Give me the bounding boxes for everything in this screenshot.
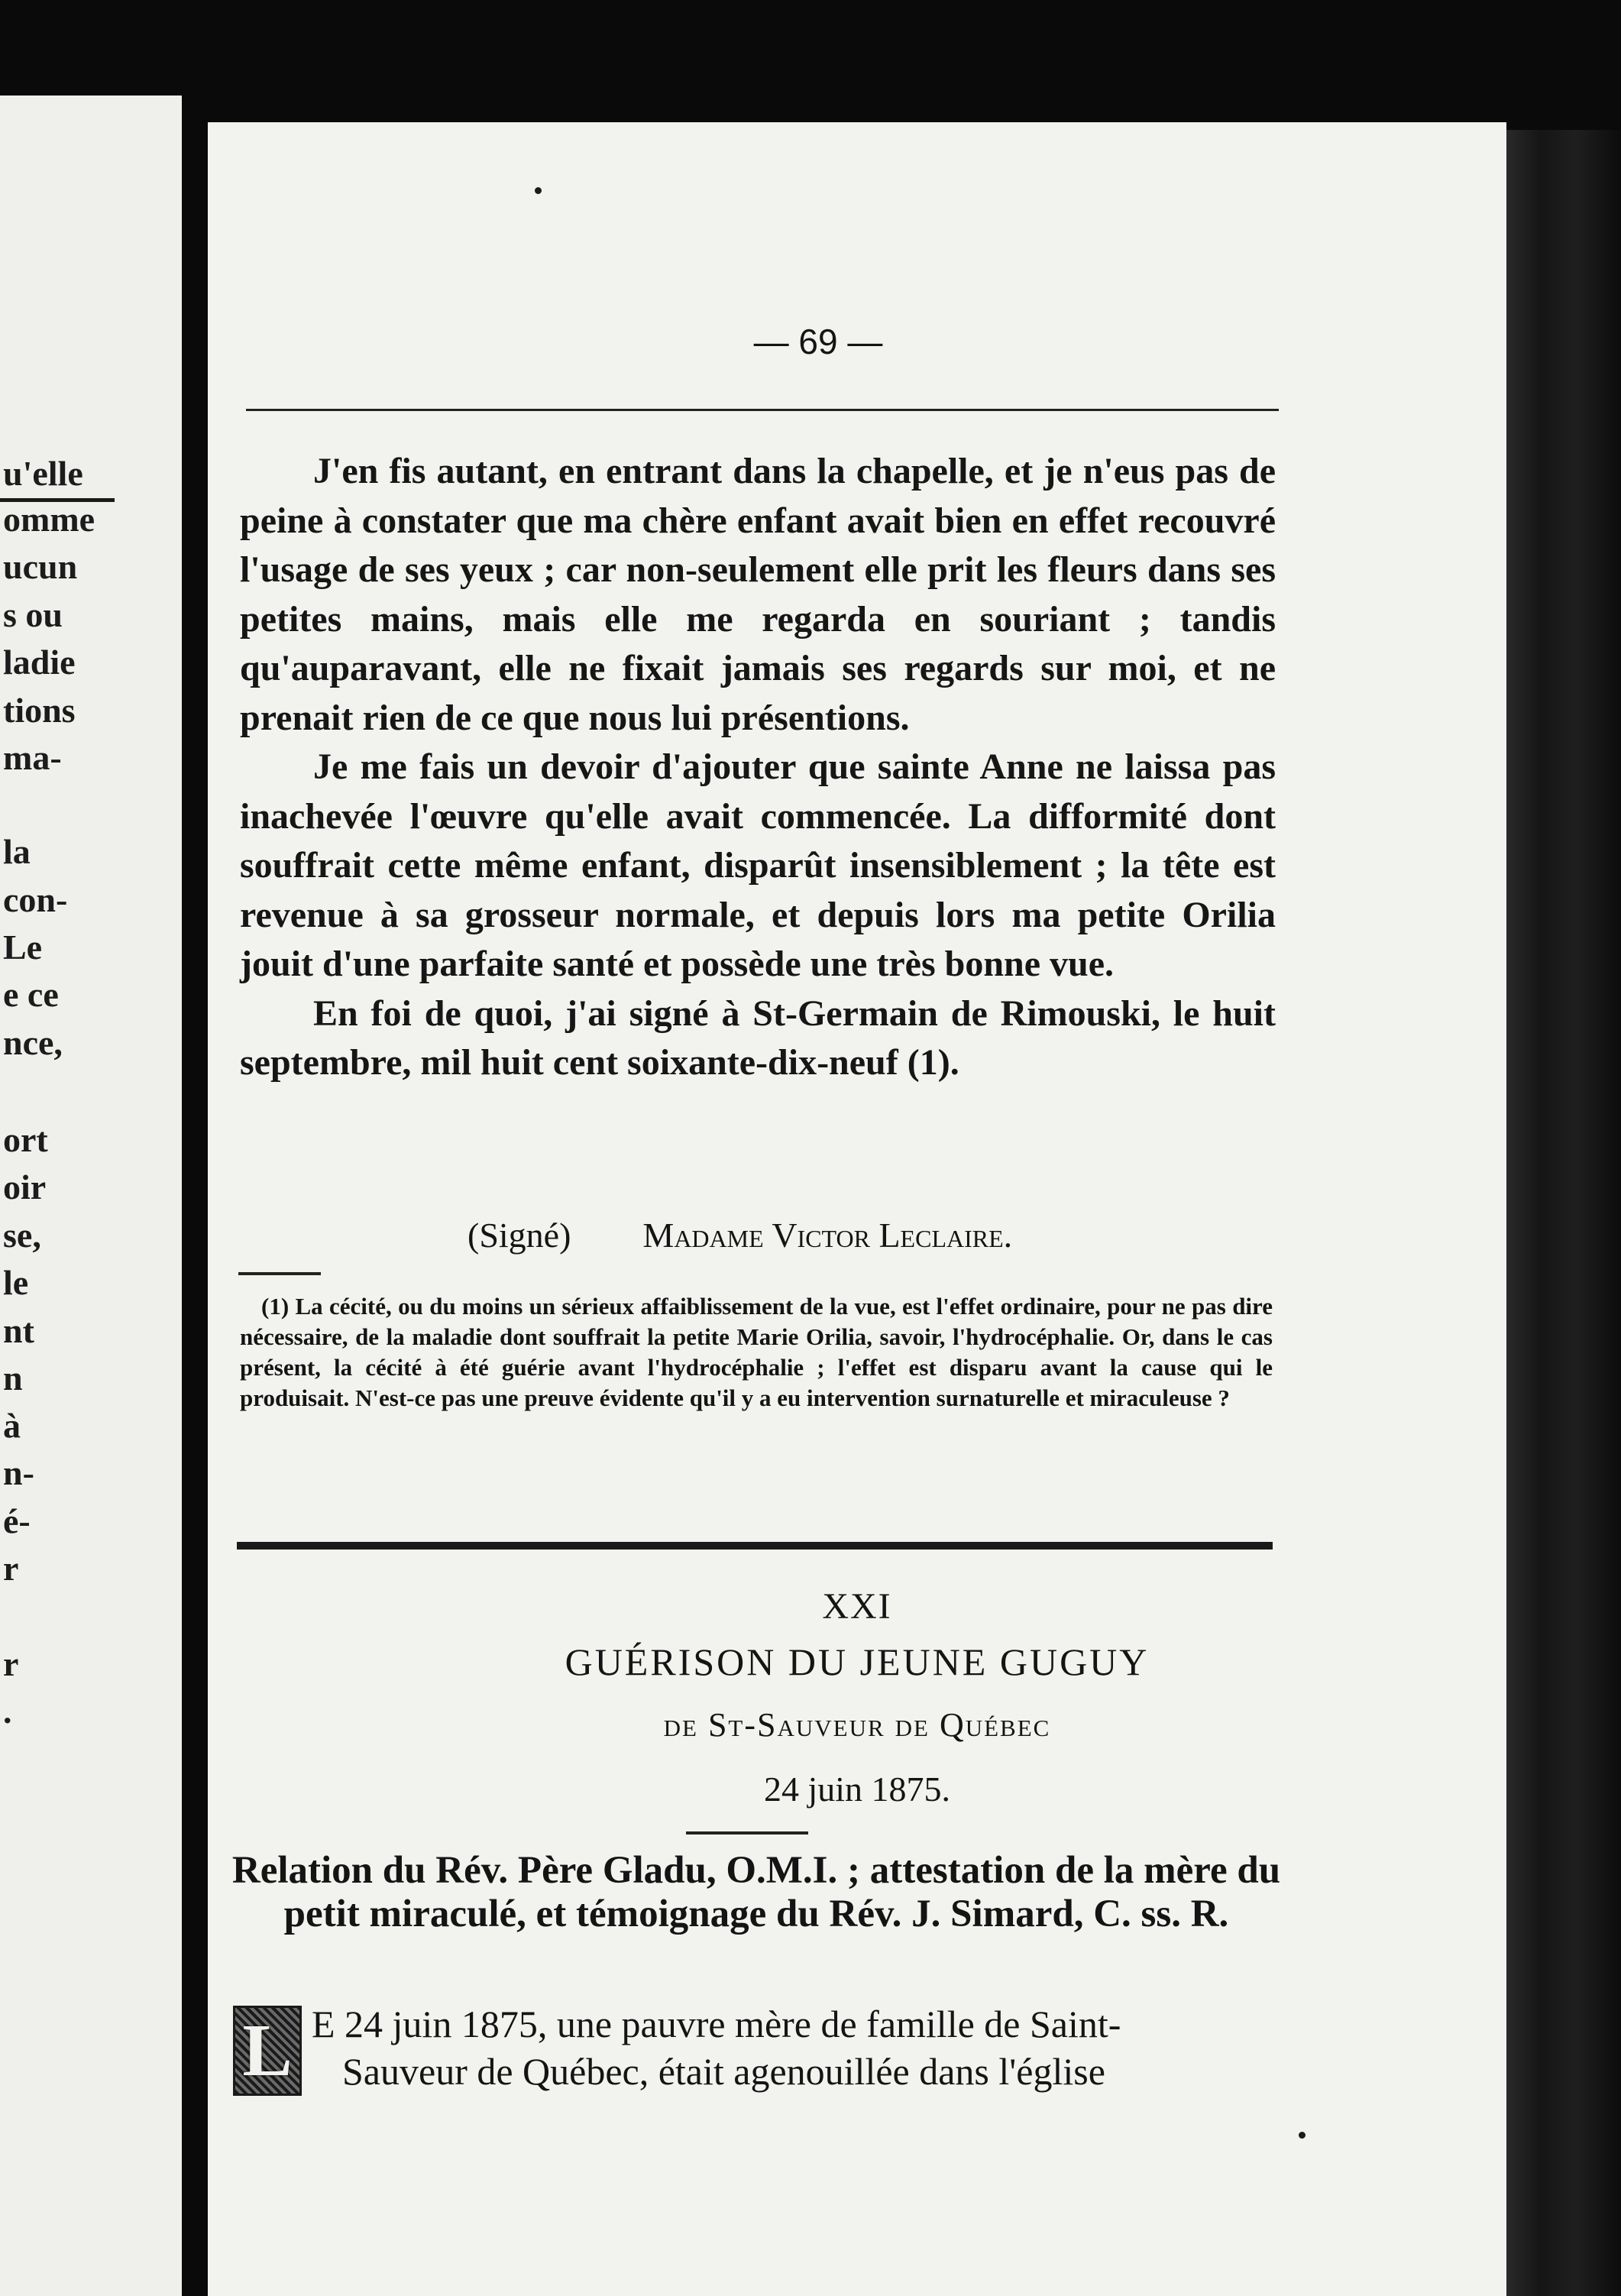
opening-paragraph	[312, 2000, 1277, 2095]
book-page-edge	[1506, 130, 1621, 2296]
left-page-line: nt	[3, 1311, 34, 1350]
left-page-line: oir	[3, 1167, 47, 1206]
section-title: GUÉRISON DU JEUNE GUGUY	[565, 1640, 1150, 1683]
section-date: 24 juin 1875.	[763, 1770, 951, 1809]
paragraph: J'en fis autant, en entrant dans la chapelle, et je n'eus pas de peine à constater que ma chère enfant avait bien en effet recouvré l'usage de ses yeux ; car non-seulement elle prit les fleurs dans ses petites mains, mais elle me regarda en souriant ; tandis qu'auparavant, elle ne fixait jamais ses regards sur moi, et ne prenait rien de ce que nous lui présentions.	[240, 451, 1276, 738]
signature-prefix: (Signé)	[468, 1216, 571, 1255]
body-text	[240, 447, 1276, 1088]
section-number: XXI	[822, 1586, 892, 1627]
signature-name: Madame Victor Leclaire.	[642, 1216, 1013, 1255]
dropcap-letter: L	[242, 2009, 293, 2092]
left-page-line: Le	[3, 928, 43, 967]
left-page-line: .	[3, 1692, 12, 1731]
title-rule	[686, 1831, 808, 1835]
left-page-line: r	[3, 1644, 19, 1683]
opening-line: Sauveur de Québec, était agenouillée dans l'église	[342, 2050, 1105, 2093]
left-page-line: se,	[3, 1216, 41, 1255]
ornamental-dropcap	[233, 2006, 302, 2096]
left-page-line: la	[3, 832, 31, 871]
speck	[1299, 2132, 1306, 2139]
page-number-text: — 69 —	[753, 322, 883, 361]
left-page-line: ma-	[3, 738, 62, 777]
footnote-text: (1) La cécité, ou du moins un sérieux affaiblissement de la vue, est l'effet ordinaire, pour ne pas dire nécessaire, de la maladie dont souffrait la petite Marie Orilia, savoir, l'hydrocéphalie. Or, dans le cas présent, la cécité à été guérie avant l'hydrocéphalie ; l'effet est disparu avant la cause qui le produisait. N'est-ce pas une preuve évidente qu'il y a eu intervention surnaturelle et miraculeuse ?	[240, 1293, 1273, 1411]
section-subtitle: de St-Sauveur de Québec	[663, 1706, 1051, 1744]
speck	[535, 187, 542, 194]
section-divider	[237, 1542, 1273, 1550]
relation-title: Relation du Rév. Père Gladu, O.M.I. ; attestation de la mère du petit miraculé, et témoignage du Rév. J. Simard, C. ss. R.	[231, 1849, 1281, 1935]
signature	[468, 1215, 1012, 1255]
left-page-line: r	[3, 1549, 19, 1588]
left-page-line: nce,	[3, 1023, 63, 1062]
left-page-line: con-	[3, 880, 68, 919]
footnote-rule	[238, 1272, 321, 1275]
paragraph: Je me fais un devoir d'ajouter que sainte Anne ne laissa pas inachevée l'œuvre qu'elle avait commencée. La difformité dont souffrait cette même enfant, disparût insensiblement ; la tête est revenue à sa grosseur normale, et depuis lors ma petite Orilia jouit d'une parfaite santé et possède une très bonne vue.	[240, 746, 1276, 984]
left-page-line: é-	[3, 1501, 31, 1540]
left-page-line: n-	[3, 1453, 34, 1492]
left-page-line: tions	[3, 691, 76, 730]
left-page-line: le	[3, 1263, 29, 1302]
left-page-line: s ou	[3, 595, 63, 634]
left-page-line: u'elle	[3, 454, 83, 493]
left-page-line: à	[3, 1406, 21, 1445]
page-number	[0, 321, 1621, 362]
left-page-line: ladie	[3, 643, 76, 682]
left-page-line: omme	[3, 500, 95, 539]
footnote	[240, 1291, 1273, 1414]
header-rule	[246, 409, 1279, 411]
opening-line: E 24 juin 1875, une pauvre mère de famille de Saint-	[312, 2003, 1121, 2045]
left-page-line: ort	[3, 1120, 48, 1159]
paragraph: En foi de quoi, j'ai signé à St-Germain de Rimouski, le huit septembre, mil huit cent soixante-dix-neuf (1).	[240, 993, 1276, 1083]
left-page-line: n	[3, 1358, 23, 1397]
left-page-line: e ce	[3, 975, 59, 1014]
left-page	[0, 96, 182, 2296]
left-page-line: ucun	[3, 547, 78, 586]
